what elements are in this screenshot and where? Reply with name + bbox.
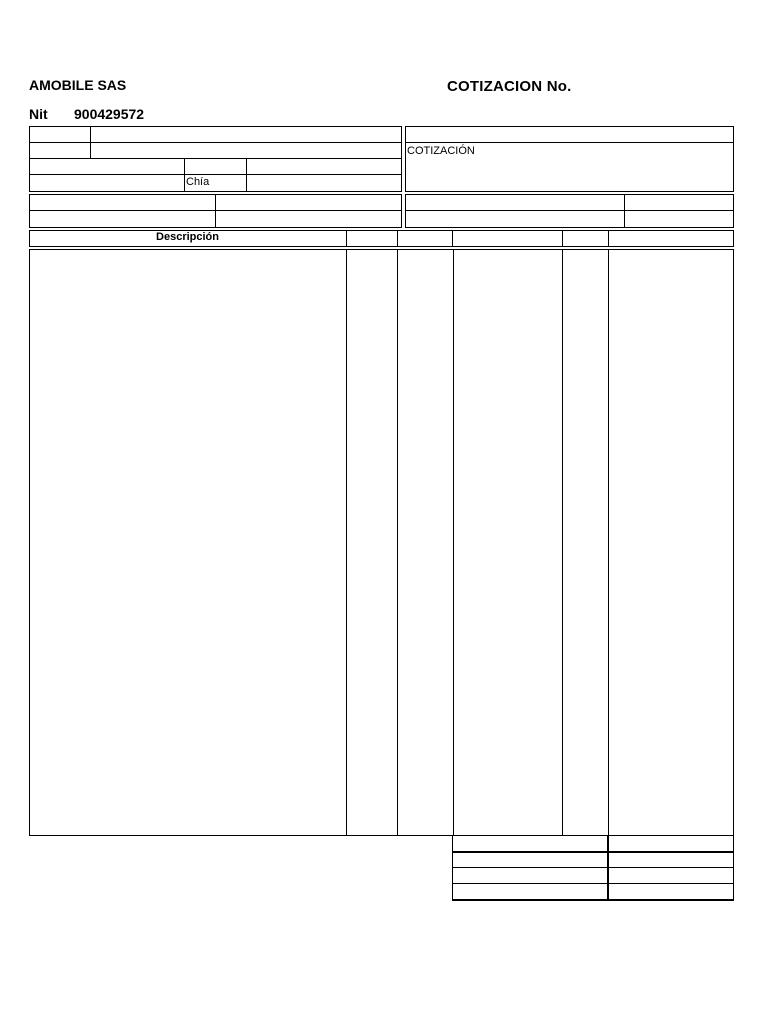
totals-frame (452, 835, 734, 901)
header-col-divider (452, 230, 453, 247)
body-frame (29, 249, 734, 836)
header-col-divider (562, 230, 563, 247)
header-col-divider (608, 230, 609, 247)
body-col-divider (453, 249, 454, 836)
company-name: AMOBILE SAS (29, 77, 127, 93)
client-col-divider (90, 126, 91, 158)
client-row-divider (29, 174, 402, 175)
terms-row-divider (405, 210, 734, 211)
totals-row-divider (452, 851, 734, 853)
client-row-divider (29, 158, 402, 159)
quote-box-frame (405, 126, 734, 192)
client-city: Chía (186, 176, 210, 188)
terms-col-divider (624, 194, 625, 228)
body-col-divider (608, 249, 609, 836)
totals-row-divider (452, 867, 734, 868)
client-col-divider (246, 158, 247, 192)
totals-col-divider (607, 835, 609, 901)
header-col-divider (346, 230, 347, 247)
quote-title: COTIZACION No. (447, 78, 572, 95)
client-row-divider (29, 142, 402, 143)
quote-box-label: COTIZACIÓN (407, 145, 475, 157)
header-col-divider (397, 230, 398, 247)
client-col-divider (184, 158, 185, 192)
nit-label: Nit (29, 106, 48, 122)
totals-row-divider (452, 883, 734, 884)
body-col-divider (346, 249, 347, 836)
terms-box-frame (405, 194, 734, 228)
seller-col-divider (215, 194, 216, 228)
quote-row-divider (405, 142, 734, 143)
nit-value: 900429572 (74, 106, 145, 122)
column-header-description: Descripción (156, 231, 219, 243)
body-col-divider (397, 249, 398, 836)
body-col-divider (562, 249, 563, 836)
client-box-frame (29, 126, 402, 192)
